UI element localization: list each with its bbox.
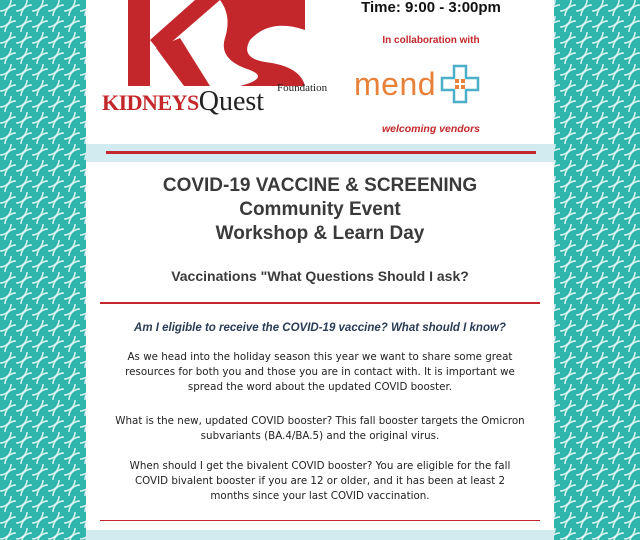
footer-band bbox=[86, 530, 554, 540]
logo-quest-text: Quest bbox=[198, 86, 265, 117]
event-title bbox=[86, 174, 554, 246]
mend-name: mend bbox=[354, 65, 437, 102]
paragraph-holiday: As we head into the holiday season this year we want to share some great resources for both you and those you are in contact with. It is important we spread the word about the updated COVID booster. bbox=[125, 351, 515, 393]
red-divider bbox=[100, 302, 540, 304]
logo-wordmark bbox=[102, 82, 328, 117]
flyer-page bbox=[86, 0, 554, 540]
red-divider bbox=[106, 151, 536, 154]
paragraph-eligibility: When should I get the bivalent COVID booster? You are eligible for the fall COVID bivalent booster if you are 12 or older, and it has been at least 2 months since your last COVID vaccination. bbox=[129, 460, 511, 502]
kq-logo-mark-icon bbox=[100, 0, 310, 90]
event-title-line1: COVID-19 VACCINE & SCREENING bbox=[162, 175, 478, 196]
collab-label: In collaboration with bbox=[382, 35, 480, 46]
red-divider bbox=[100, 520, 540, 521]
event-subtitle: Vaccinations "What Questions Should I ask? bbox=[171, 268, 469, 284]
logo-foundation-text: Foundation bbox=[277, 82, 328, 94]
mend-logo bbox=[354, 60, 480, 108]
paragraph-booster: What is the new, updated COVID booster? This fall booster targets the Omicron subvariants (BA.4/BA.5) and the original virus. bbox=[115, 415, 525, 442]
logo-kidneys-text: KIDNEYS bbox=[102, 90, 199, 115]
event-title-line3: Workshop & Learn Day bbox=[215, 223, 425, 244]
vendors-note: welcoming vendors bbox=[381, 123, 481, 135]
event-title-line2: Community Event bbox=[239, 199, 401, 220]
eligibility-question: Am I eligible to receive the COVID-19 vaccine? What should I know? bbox=[134, 322, 506, 334]
event-time: Time: 9:00 - 3:00pm bbox=[361, 0, 501, 16]
medical-cross-icon bbox=[440, 64, 480, 104]
